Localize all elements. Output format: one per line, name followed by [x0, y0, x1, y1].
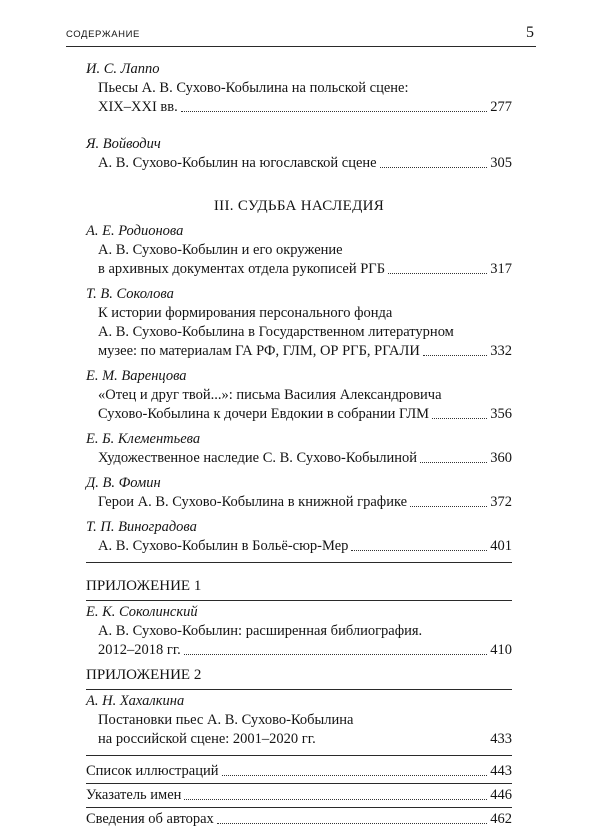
entry-title-line: А. В. Сухово-Кобылин на югославской сцене [98, 155, 377, 171]
appendix-2-heading: ПРИЛОЖЕНИЕ 2 [86, 667, 202, 683]
toc-entry [86, 135, 512, 173]
entry-page: 401 [490, 538, 512, 554]
dot-leader [410, 506, 487, 507]
entry-page: 433 [490, 731, 512, 747]
entry-page: 317 [490, 261, 512, 277]
entry-author: Е. К. Соколинский [86, 604, 198, 620]
entry-title [98, 79, 512, 98]
appendix-2-rule [86, 689, 512, 690]
entry-line [98, 154, 512, 173]
entry-line [98, 98, 512, 117]
entry-title-line: Герои А. В. Сухово-Кобылина в книжной графике [98, 494, 408, 510]
entry-author: Т. П. Виноградова [86, 519, 197, 535]
dot-leader [388, 273, 487, 274]
page-number: 5 [526, 24, 534, 41]
appendix-1-rule [86, 600, 512, 601]
entry-title-line: 2012–2018 гг. [98, 642, 181, 658]
entry-author: Т. В. Соколова [86, 286, 174, 302]
toc-entry [86, 474, 512, 512]
entry-line [98, 641, 512, 660]
entry-page: 356 [490, 406, 512, 422]
entry-page: 410 [490, 642, 512, 658]
header-rule [66, 46, 536, 47]
dot-leader [181, 111, 488, 112]
toc-entry [86, 430, 512, 468]
dot-leader [222, 775, 488, 776]
entry-page: 305 [490, 155, 512, 171]
entry-title-line: А. В. Сухово-Кобылин и его окружение [98, 242, 343, 258]
dot-leader [351, 550, 487, 551]
entry-line [98, 493, 512, 512]
entry-page: 462 [490, 811, 512, 827]
entry-author: Я. Войводич [86, 136, 161, 152]
dot-leader [432, 418, 487, 419]
dot-leader [184, 799, 487, 800]
entry-line [98, 342, 512, 361]
entry-title-line: А. В. Сухово-Кобылин: расширенная библиография. [98, 623, 423, 639]
entry-title-line: музее: по материалам ГА РФ, ГЛМ, ОР РГБ, РГАЛИ [98, 343, 420, 359]
entry-author: Е. М. Варенцова [86, 368, 187, 384]
dot-leader [217, 823, 487, 824]
entry-author: Е. Б. Клементьева [86, 431, 201, 447]
entry-title-line: на российской сцене: 2001–2020 гг. [98, 731, 316, 747]
entry-title-line: «Отец и друг твой...»: письма Василия Александровича [98, 387, 442, 403]
entry-author: А. Е. Родионова [86, 223, 184, 239]
entry-page: 443 [490, 763, 512, 779]
entry-title-line: XIX–XXI вв. [98, 99, 178, 115]
entry-title-line: А. В. Сухово-Кобылина в Государственном литературном [98, 324, 454, 340]
toc-entry [86, 603, 512, 660]
toc-entry [86, 367, 512, 424]
toc-entry [86, 60, 512, 117]
toc-entry [86, 285, 512, 361]
entry-author: А. Н. Хахалкина [86, 693, 185, 709]
toc-entry [86, 692, 512, 749]
back-matter-entry [86, 786, 512, 805]
entry-page: 332 [490, 343, 512, 359]
back-matter-label: Указатель имен [86, 787, 182, 803]
dot-leader [184, 654, 487, 655]
toc-entry [86, 518, 512, 556]
section-heading: III. СУДЬБА НАСЛЕДИЯ [213, 198, 385, 214]
entry-line [98, 405, 512, 424]
entry-page: 360 [490, 450, 512, 466]
entry-line [98, 537, 512, 556]
entry-title-line: Художественное наследие С. В. Сухово-Кобылиной [98, 450, 417, 466]
back-matter-entry [86, 810, 512, 829]
entry-title-line: А. В. Сухово-Кобылин в Больё-сюр-Мер [98, 538, 349, 554]
entry-author: Д. В. Фомин [86, 475, 161, 491]
running-head-title: СОДЕРЖАНИЕ [66, 29, 140, 40]
entry-title-line: К истории формирования персонального фонда [98, 305, 393, 321]
entry-line [98, 260, 512, 279]
entry-page: 277 [490, 99, 512, 115]
entry-author: И. С. Лаппо [86, 61, 160, 77]
entry-line [98, 449, 512, 468]
back-matter-label: Список иллюстраций [86, 763, 219, 779]
back-matter-entry [86, 762, 512, 781]
entry-title-line: в архивных документах отдела рукописей РГБ [98, 261, 386, 277]
entry-title-line: Постановки пьес А. В. Сухово-Кобылина [98, 712, 354, 728]
entry-page: 372 [490, 494, 512, 510]
dot-leader [423, 355, 487, 356]
running-head [66, 23, 534, 45]
section-divider [86, 755, 512, 756]
toc-entry [86, 222, 512, 279]
dot-leader [380, 167, 488, 168]
back-matter-rule [86, 783, 512, 784]
section-divider [86, 562, 512, 563]
toc-content [86, 58, 512, 829]
back-matter-rule [86, 807, 512, 808]
dot-leader [420, 462, 487, 463]
entry-page: 446 [490, 787, 512, 803]
entry-line [98, 730, 512, 749]
entry-title-line: Пьесы А. В. Сухово-Кобылина на польской сцене: [98, 80, 409, 96]
entry-title-line: Сухово-Кобылина к дочери Евдокии в собрании ГЛМ [98, 406, 430, 422]
appendix-1-heading: ПРИЛОЖЕНИЕ 1 [86, 578, 202, 594]
back-matter-label: Сведения об авторах [86, 811, 214, 827]
